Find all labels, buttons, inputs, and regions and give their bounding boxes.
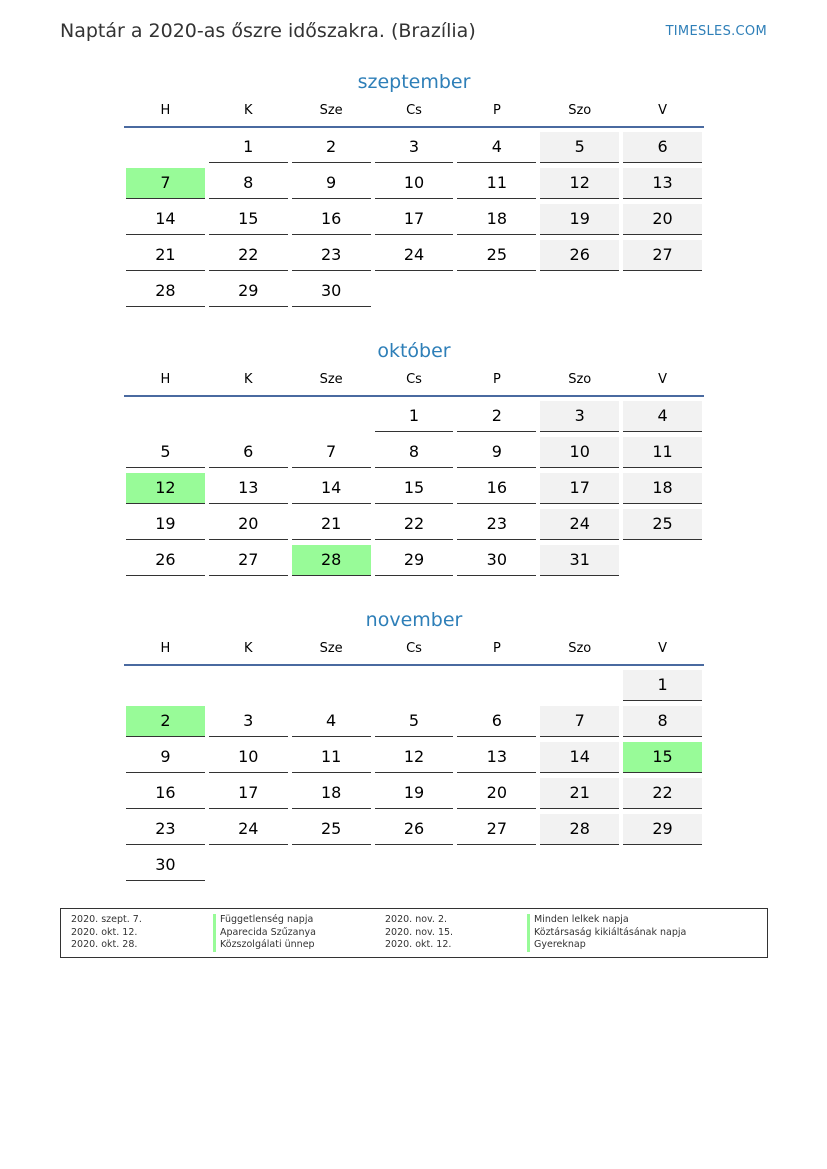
day-cell: 15 bbox=[375, 473, 454, 504]
day-cell: 11 bbox=[292, 742, 371, 773]
day-cell: 20 bbox=[457, 778, 536, 809]
day-cell: 26 bbox=[126, 545, 205, 576]
day-cell: 14 bbox=[540, 742, 619, 773]
day-cell: 19 bbox=[540, 204, 619, 235]
day-cell: 18 bbox=[292, 778, 371, 809]
day-cell: 15 bbox=[209, 204, 288, 235]
day-cell: 26 bbox=[375, 814, 454, 845]
day-cell: 15 bbox=[623, 742, 702, 773]
empty-cell bbox=[292, 670, 371, 701]
weekday-label: Cs bbox=[406, 103, 422, 118]
day-grid bbox=[124, 401, 704, 581]
day-cell: 22 bbox=[209, 240, 288, 271]
holiday-date: 2020. okt. 28. bbox=[71, 939, 138, 950]
holiday-name: Minden lelkek napja bbox=[527, 914, 629, 927]
day-cell: 27 bbox=[623, 240, 702, 271]
legend-row bbox=[385, 927, 686, 940]
day-cell: 11 bbox=[623, 437, 702, 468]
holiday-date: 2020. szept. 7. bbox=[71, 914, 142, 925]
weekday-label: Szo bbox=[568, 641, 592, 656]
day-cell: 5 bbox=[126, 437, 205, 468]
weekday-label: H bbox=[160, 641, 171, 656]
legend-row bbox=[71, 927, 316, 940]
day-cell: 25 bbox=[457, 240, 536, 271]
legend-column bbox=[71, 914, 316, 952]
day-cell: 6 bbox=[623, 132, 702, 163]
day-cell: 19 bbox=[126, 509, 205, 540]
day-cell: 11 bbox=[457, 168, 536, 199]
holiday-date: 2020. nov. 2. bbox=[385, 914, 448, 925]
day-cell: 14 bbox=[292, 473, 371, 504]
month-name: szeptember bbox=[357, 71, 471, 93]
day-cell: 27 bbox=[209, 545, 288, 576]
day-cell: 1 bbox=[375, 401, 454, 432]
day-cell: 12 bbox=[540, 168, 619, 199]
day-cell: 20 bbox=[623, 204, 702, 235]
day-grid bbox=[124, 670, 704, 886]
weekday-label: K bbox=[244, 641, 253, 656]
day-cell: 21 bbox=[540, 778, 619, 809]
weekday-header bbox=[124, 369, 704, 397]
day-cell: 4 bbox=[623, 401, 702, 432]
day-cell: 13 bbox=[623, 168, 702, 199]
day-cell: 29 bbox=[623, 814, 702, 845]
weekday-label: H bbox=[160, 372, 171, 387]
day-cell: 6 bbox=[457, 706, 536, 737]
day-cell: 28 bbox=[292, 545, 371, 576]
day-cell: 16 bbox=[126, 778, 205, 809]
day-grid bbox=[124, 132, 704, 312]
empty-cell bbox=[375, 670, 454, 701]
day-cell: 30 bbox=[457, 545, 536, 576]
month-october bbox=[124, 339, 704, 581]
holiday-legend bbox=[60, 908, 768, 958]
weekday-label: Sze bbox=[319, 641, 343, 656]
empty-cell bbox=[209, 670, 288, 701]
day-cell: 28 bbox=[126, 276, 205, 307]
weekday-header bbox=[124, 638, 704, 666]
day-cell: 31 bbox=[540, 545, 619, 576]
legend-row bbox=[71, 914, 316, 927]
weekday-label: V bbox=[658, 372, 668, 387]
day-cell: 6 bbox=[209, 437, 288, 468]
empty-cell bbox=[126, 132, 205, 163]
day-cell: 19 bbox=[375, 778, 454, 809]
day-cell: 4 bbox=[292, 706, 371, 737]
day-cell: 18 bbox=[457, 204, 536, 235]
day-cell: 12 bbox=[375, 742, 454, 773]
weekday-label: Szo bbox=[568, 372, 592, 387]
day-cell: 9 bbox=[126, 742, 205, 773]
weekday-label: Cs bbox=[406, 641, 422, 656]
legend-row bbox=[71, 939, 316, 952]
day-cell: 23 bbox=[126, 814, 205, 845]
holiday-date: 2020. okt. 12. bbox=[71, 926, 138, 938]
day-cell: 17 bbox=[375, 204, 454, 235]
day-cell: 5 bbox=[540, 132, 619, 163]
weekday-label: Sze bbox=[319, 372, 343, 387]
day-cell: 3 bbox=[209, 706, 288, 737]
empty-cell bbox=[292, 401, 371, 432]
day-cell: 5 bbox=[375, 706, 454, 737]
weekday-header bbox=[124, 100, 704, 128]
day-cell: 4 bbox=[457, 132, 536, 163]
day-cell: 7 bbox=[540, 706, 619, 737]
day-cell: 23 bbox=[457, 509, 536, 540]
holiday-date: 2020. okt. 12. bbox=[385, 939, 452, 950]
day-cell: 21 bbox=[292, 509, 371, 540]
month-name: október bbox=[377, 340, 451, 362]
weekday-label: Cs bbox=[406, 372, 422, 387]
day-cell: 13 bbox=[457, 742, 536, 773]
day-cell: 9 bbox=[457, 437, 536, 468]
weekday-label: V bbox=[658, 641, 668, 656]
day-cell: 9 bbox=[292, 168, 371, 199]
weekday-label: P bbox=[492, 641, 501, 656]
legend-column bbox=[385, 914, 686, 952]
weekday-label: K bbox=[244, 372, 253, 387]
empty-cell bbox=[540, 670, 619, 701]
month-name: november bbox=[365, 609, 463, 631]
day-cell: 8 bbox=[209, 168, 288, 199]
day-cell: 30 bbox=[126, 850, 205, 881]
weekday-label: K bbox=[244, 103, 253, 118]
day-cell: 3 bbox=[375, 132, 454, 163]
holiday-name: Gyereknap bbox=[527, 939, 586, 952]
day-cell: 2 bbox=[457, 401, 536, 432]
legend-row bbox=[385, 939, 686, 952]
weekday-label: Szo bbox=[568, 103, 592, 118]
weekday-label: H bbox=[160, 103, 171, 118]
empty-cell bbox=[126, 401, 205, 432]
day-cell: 30 bbox=[292, 276, 371, 307]
day-cell: 10 bbox=[540, 437, 619, 468]
day-cell: 10 bbox=[209, 742, 288, 773]
holiday-name: Függetlenség napja bbox=[213, 914, 313, 927]
holiday-name: Aparecida Szűzanya bbox=[213, 927, 316, 940]
day-cell: 27 bbox=[457, 814, 536, 845]
day-cell: 24 bbox=[540, 509, 619, 540]
day-cell: 14 bbox=[126, 204, 205, 235]
day-cell: 1 bbox=[623, 670, 702, 701]
day-cell: 12 bbox=[126, 473, 205, 504]
day-cell: 29 bbox=[375, 545, 454, 576]
day-cell: 29 bbox=[209, 276, 288, 307]
day-cell: 17 bbox=[209, 778, 288, 809]
day-cell: 25 bbox=[292, 814, 371, 845]
day-cell: 28 bbox=[540, 814, 619, 845]
empty-cell bbox=[209, 401, 288, 432]
day-cell: 10 bbox=[375, 168, 454, 199]
day-cell: 8 bbox=[375, 437, 454, 468]
weekday-label: P bbox=[492, 103, 501, 118]
day-cell: 2 bbox=[126, 706, 205, 737]
legend-row bbox=[385, 914, 686, 927]
empty-cell bbox=[126, 670, 205, 701]
day-cell: 22 bbox=[623, 778, 702, 809]
holiday-name: Közszolgálati ünnep bbox=[213, 939, 315, 952]
day-cell: 17 bbox=[540, 473, 619, 504]
page-title: Naptár a 2020-as őszre időszakra. (Brazília) bbox=[60, 20, 476, 42]
day-cell: 25 bbox=[623, 509, 702, 540]
day-cell: 7 bbox=[292, 437, 371, 468]
day-cell: 1 bbox=[209, 132, 288, 163]
day-cell: 7 bbox=[126, 168, 205, 199]
month-september bbox=[124, 70, 704, 312]
month-november bbox=[124, 608, 704, 886]
holiday-name: Köztársaság kikiáltásának napja bbox=[527, 927, 686, 940]
day-cell: 22 bbox=[375, 509, 454, 540]
day-cell: 18 bbox=[623, 473, 702, 504]
day-cell: 8 bbox=[623, 706, 702, 737]
day-cell: 26 bbox=[540, 240, 619, 271]
weekday-label: V bbox=[658, 103, 668, 118]
day-cell: 13 bbox=[209, 473, 288, 504]
day-cell: 21 bbox=[126, 240, 205, 271]
weekday-label: P bbox=[492, 372, 501, 387]
weekday-label: Sze bbox=[319, 103, 343, 118]
day-cell: 3 bbox=[540, 401, 619, 432]
day-cell: 16 bbox=[292, 204, 371, 235]
empty-cell bbox=[457, 670, 536, 701]
day-cell: 2 bbox=[292, 132, 371, 163]
day-cell: 23 bbox=[292, 240, 371, 271]
day-cell: 16 bbox=[457, 473, 536, 504]
brand-link[interactable]: TIMESLES.COM bbox=[665, 24, 767, 39]
day-cell: 24 bbox=[209, 814, 288, 845]
day-cell: 20 bbox=[209, 509, 288, 540]
holiday-date: 2020. nov. 15. bbox=[385, 926, 454, 938]
day-cell: 24 bbox=[375, 240, 454, 271]
